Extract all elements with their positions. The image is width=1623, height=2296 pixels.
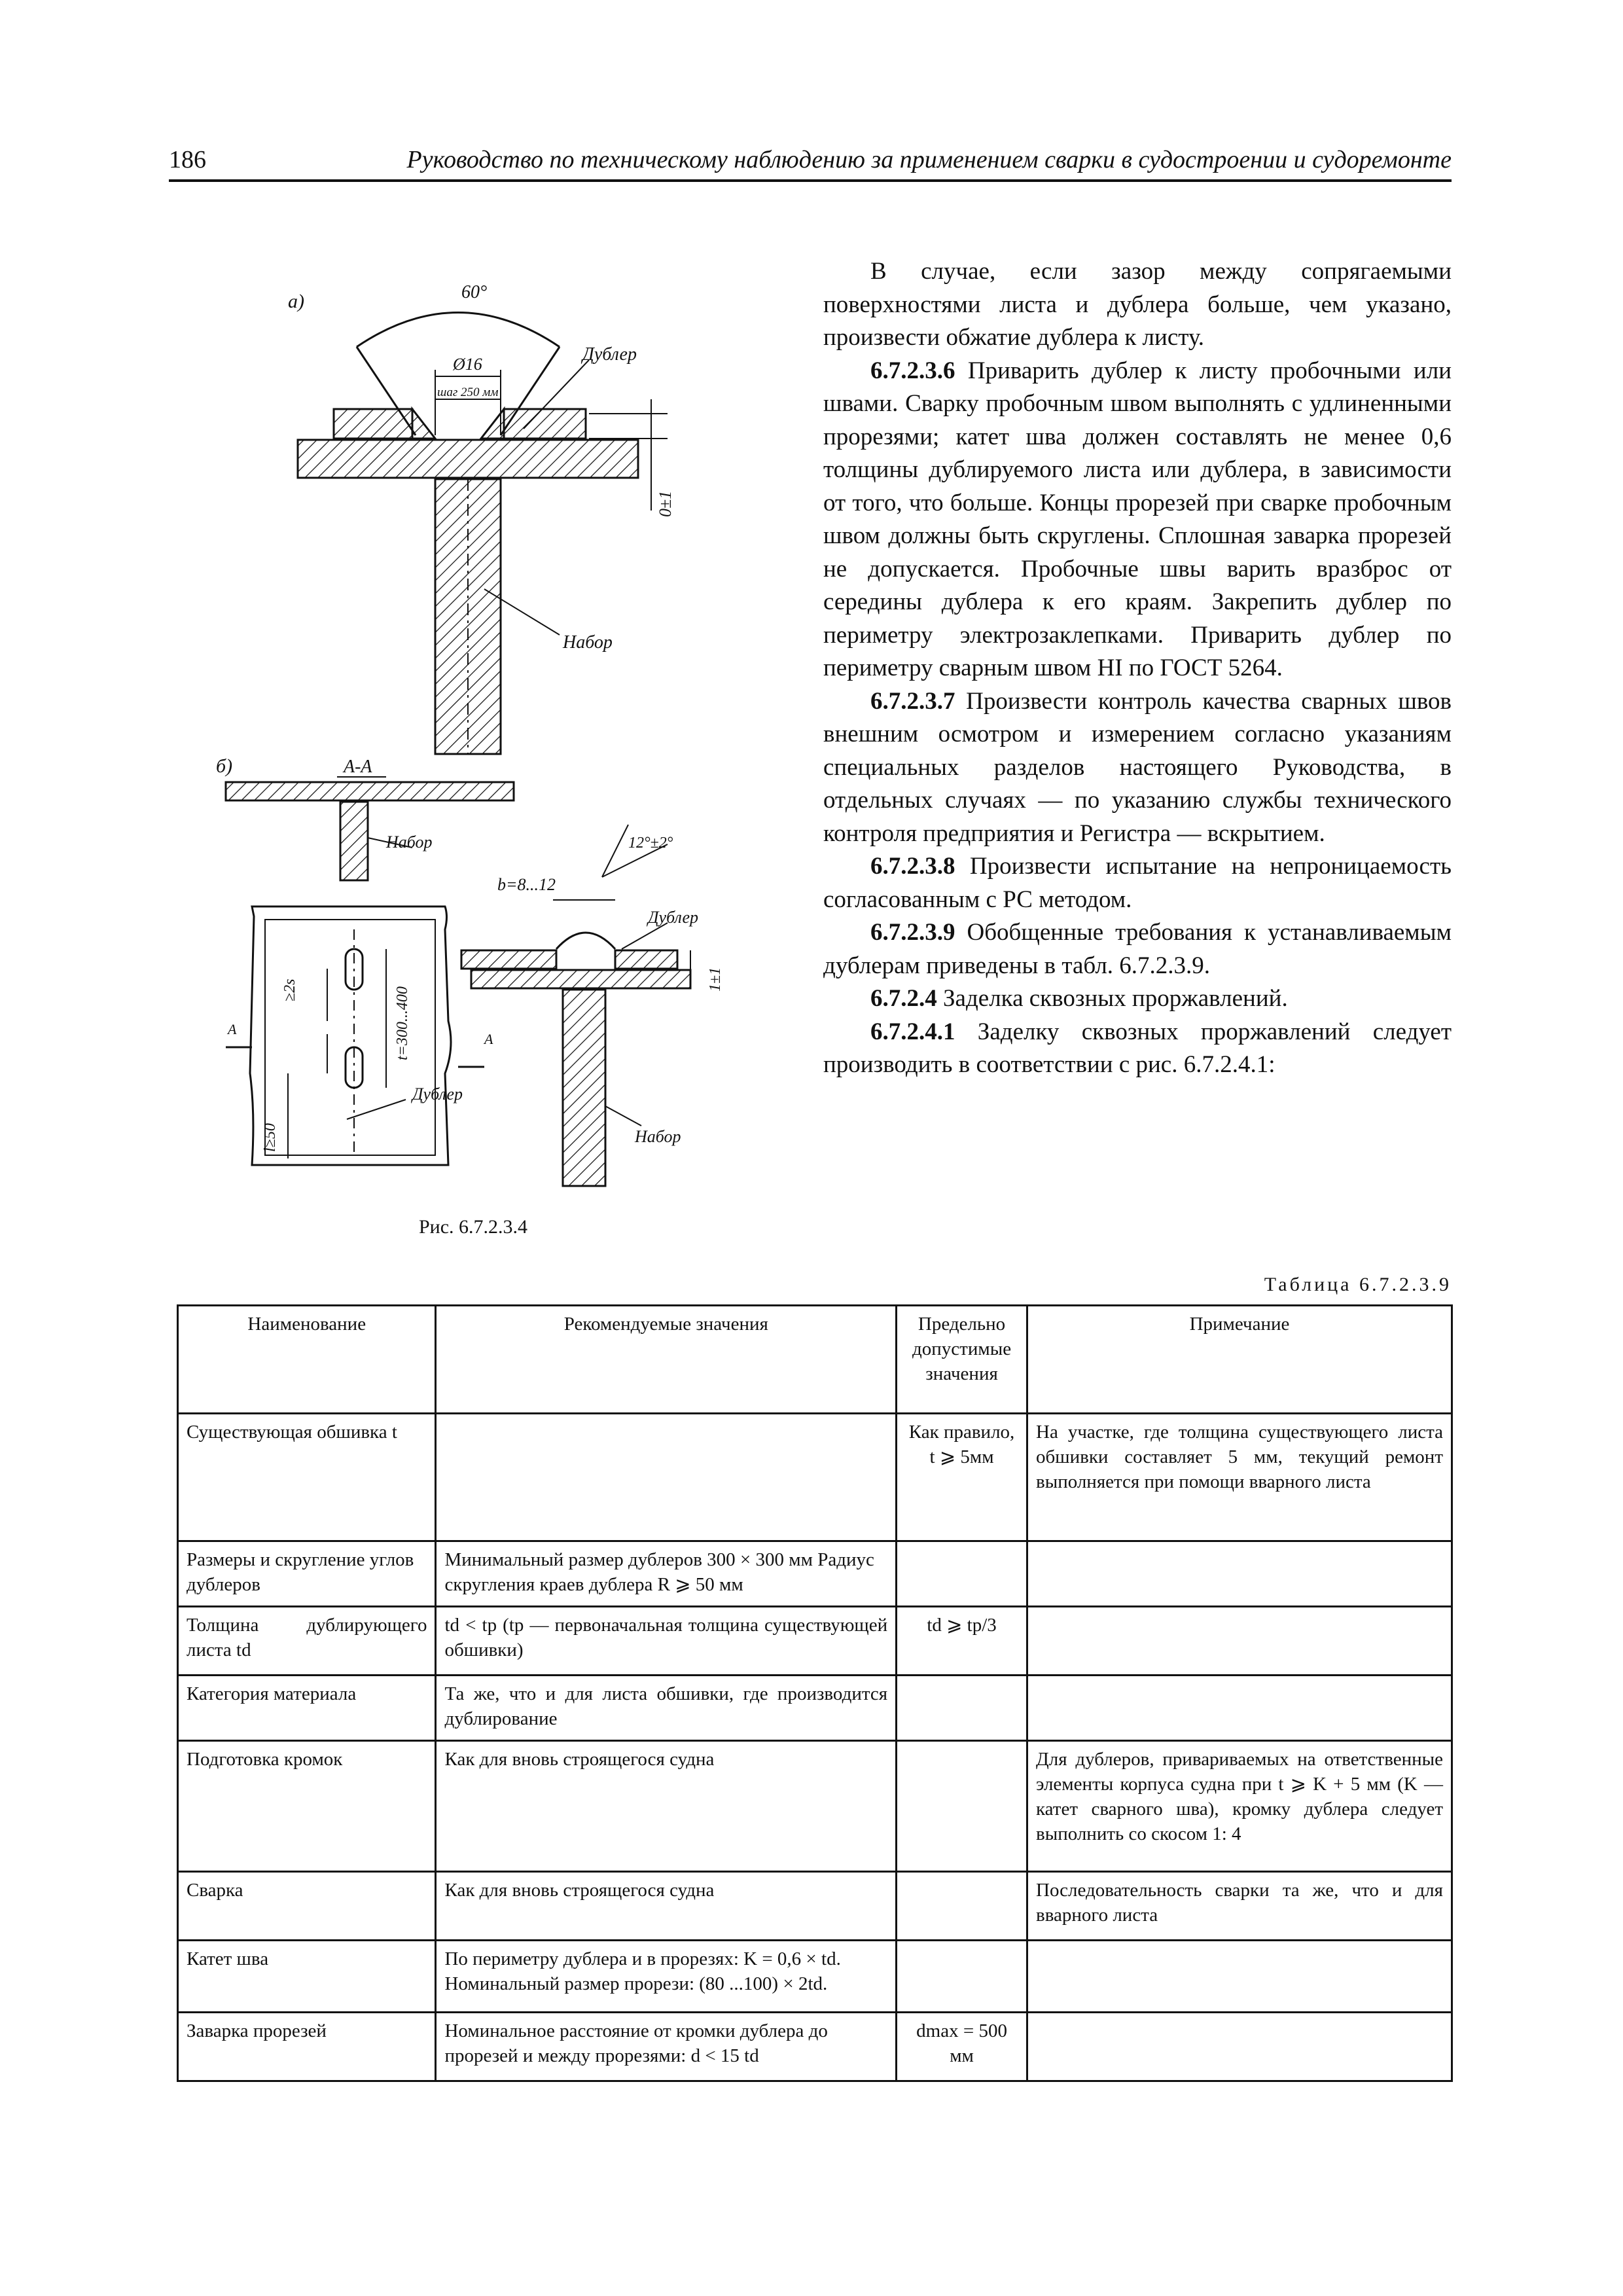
clause-number: 6.7.2.3.7: [870, 687, 955, 715]
table-cell: Сварка: [178, 1872, 436, 1941]
table-cell: Как для вновь строящегося судна: [436, 1872, 897, 1941]
column-header: Наименование: [178, 1306, 436, 1414]
table-cell: Катет шва: [178, 1941, 436, 2013]
label-b: б): [216, 755, 233, 777]
column-header: Предельно допустимые значения: [897, 1306, 1027, 1414]
table-label: Таблица 6.7.2.3.9: [1264, 1274, 1452, 1295]
page-number: 186: [169, 146, 206, 173]
table-cell: Толщина дублирующего листа td: [178, 1607, 436, 1676]
paragraph: [823, 355, 1452, 685]
label-a: а): [288, 291, 304, 312]
table-cell: Существующая обшивка t: [178, 1414, 436, 1541]
label-dubler-c: Дублер: [648, 908, 699, 927]
label-ge2s: ≥2s: [281, 978, 298, 1001]
paragraph: [823, 916, 1452, 982]
table-row: [178, 2013, 1452, 2081]
clause-number: 6.7.2.4: [870, 985, 937, 1012]
clause-number: 6.7.2.3.9: [870, 919, 955, 946]
table-cell: Для дублеров, привариваемых на ответственные элементы корпуса судна при t ⩾ K + 5 мм (K — катет сварного шва), кромку дублера следует выполнить со скосом 1: 4: [1027, 1741, 1452, 1872]
page-header: [169, 140, 1452, 179]
label-dubler-b: Дублер: [412, 1085, 463, 1103]
clause-number: 6.7.2.4.1: [870, 1018, 955, 1045]
table-cell: Заварка прорезей: [178, 2013, 436, 2081]
table-row: [178, 1872, 1452, 1941]
paragraph: [823, 982, 1452, 1016]
table-row: [178, 1941, 1452, 2013]
label-nabor-c: Набор: [635, 1127, 681, 1146]
table-cell: Последовательность сварки та же, что и для вварного листа: [1027, 1872, 1452, 1941]
paragraph-text: Произвести контроль качества сварных швов внешним осмотром и измерением согласно указаниям специальных разделов настоящего Руководства, в отдельных случаях — по указанию службы технического контроля предприятия и Регистра — вскрытием.: [823, 687, 1452, 847]
table-cell: Подготовка кромок: [178, 1741, 436, 1872]
label-A1: А: [228, 1021, 237, 1037]
paragraph: [823, 255, 1452, 355]
paragraph-text: Приварить дублер к листу пробочными или швами. Сварку пробочным швом выполнять с удлиненными прорезями; катет шва должен составлять не менее 0,6 толщины дублируемого листа или дублера, в зависимости от того, что больше. Концы прорезей при сварке пробочным швом должны быть скруглены. Сплошная заварка прорезей не допускается. Пробочные швы варить вразброс от середины дублера к его краям. Закрепить дублер по периметру электрозаклепками. Приварить дублер по периметру сварным швом HI по ГОСТ 5264.: [823, 357, 1452, 681]
table-cell: Та же, что и для листа обшивки, где производится дублирование: [436, 1676, 897, 1741]
table-row: [178, 1414, 1452, 1541]
paragraph-text: Заделка сквозных проржавлений.: [943, 985, 1288, 1012]
figure-caption: Рис. 6.7.2.3.4: [419, 1216, 528, 1238]
label-t300: t=300...400: [394, 986, 411, 1060]
table-cell: По периметру дублера и в прорезях: K = 0,6 × td. Номинальный размер прорези: (80 ...100) × 2td.: [436, 1941, 897, 2013]
paragraph-text: Заделку сквозных проржавлений следует производить в соответствии с рис. 6.7.2.4.1:: [823, 1018, 1452, 1078]
label-nabor-a: Набор: [563, 632, 613, 653]
label-dubler-a: Дублер: [582, 344, 637, 365]
table-cell: Категория материала: [178, 1676, 436, 1741]
table-cell: [1027, 1541, 1452, 1607]
table-cell: dmax = 500 мм: [897, 2013, 1027, 2081]
table-cell: Минимальный размер дублеров 300 × 300 мм Радиус скругления краев дублера R ⩾ 50 мм: [436, 1541, 897, 1607]
table-cell: Размеры и скругление углов дублеров: [178, 1541, 436, 1607]
label-l50: l≥50: [262, 1123, 279, 1152]
clause-number: 6.7.2.3.8: [870, 853, 955, 880]
table-cell: [1027, 1676, 1452, 1741]
table-cell: td ⩾ tp/3: [897, 1607, 1027, 1676]
paragraph: [823, 1016, 1452, 1082]
paragraph: [823, 685, 1452, 851]
table-cell: [897, 1676, 1027, 1741]
table-cell: [897, 1741, 1027, 1872]
table-header-row: [178, 1306, 1452, 1414]
figure-6-7-2-3-4: [196, 262, 785, 1211]
label-nabor-b: Набор: [386, 833, 433, 852]
table-row: [178, 1676, 1452, 1741]
table-cell: На участке, где толщина существующего листа обшивки составляет 5 мм, текущий ремонт выполняется при помощи вварного листа: [1027, 1414, 1452, 1541]
table-cell: td < tp (tp — первоначальная толщина существующей обшивки): [436, 1607, 897, 1676]
column-header: Примечание: [1027, 1306, 1452, 1414]
table-cell: [1027, 1607, 1452, 1676]
paragraph-text: Произвести испытание на непроницаемость согласованным с РС методом.: [823, 853, 1452, 913]
label-A2: А: [484, 1031, 493, 1047]
label-gap: 0±1: [656, 490, 675, 517]
technical-drawing: [196, 262, 785, 1211]
table-cell: Номинальное расстояние от кромки дублера до прорезей и между прорезями: d < 15 td: [436, 2013, 897, 2081]
table-cell: [897, 1941, 1027, 2013]
label-dia16: Ø16: [453, 355, 482, 374]
table-row: [178, 1741, 1452, 1872]
label-gap2: 1±1: [707, 967, 724, 992]
table-row: [178, 1541, 1452, 1607]
table-cell: Как для вновь строящегося судна: [436, 1741, 897, 1872]
running-title: Руководство по техническому наблюдению за применением сварки в судостроении и судоремонте: [406, 146, 1452, 173]
label-angle12: 12°±2°: [628, 834, 673, 852]
table-cell: [436, 1414, 897, 1541]
clause-number: 6.7.2.3.6: [870, 357, 955, 384]
table-cell: [897, 1872, 1027, 1941]
requirements-table: [177, 1304, 1453, 2082]
table-cell: [1027, 2013, 1452, 2081]
header-rule: [169, 179, 1452, 182]
label-b812: b=8...12: [497, 875, 556, 894]
table-row: [178, 1607, 1452, 1676]
table-cell: [897, 1541, 1027, 1607]
label-60: 60°: [461, 282, 488, 302]
body-text: [823, 255, 1452, 1082]
column-header: Рекомендуемые значения: [436, 1306, 897, 1414]
angle-arc: [357, 313, 560, 348]
table-cell: Как правило, t ⩾ 5мм: [897, 1414, 1027, 1541]
paragraph: [823, 850, 1452, 916]
label-step: шаг 250 мм: [437, 386, 499, 399]
table-cell: [1027, 1941, 1452, 2013]
label-section: А-А: [344, 757, 372, 777]
paragraph-text: Обобщенные требования к устанавливаемым дублерам приведены в табл. 6.7.2.3.9.: [823, 919, 1452, 979]
paragraph-text: В случае, если зазор между сопрягаемыми поверхностями листа и дублера больше, чем указано, произвести обжатие дублера к листу.: [823, 258, 1452, 351]
